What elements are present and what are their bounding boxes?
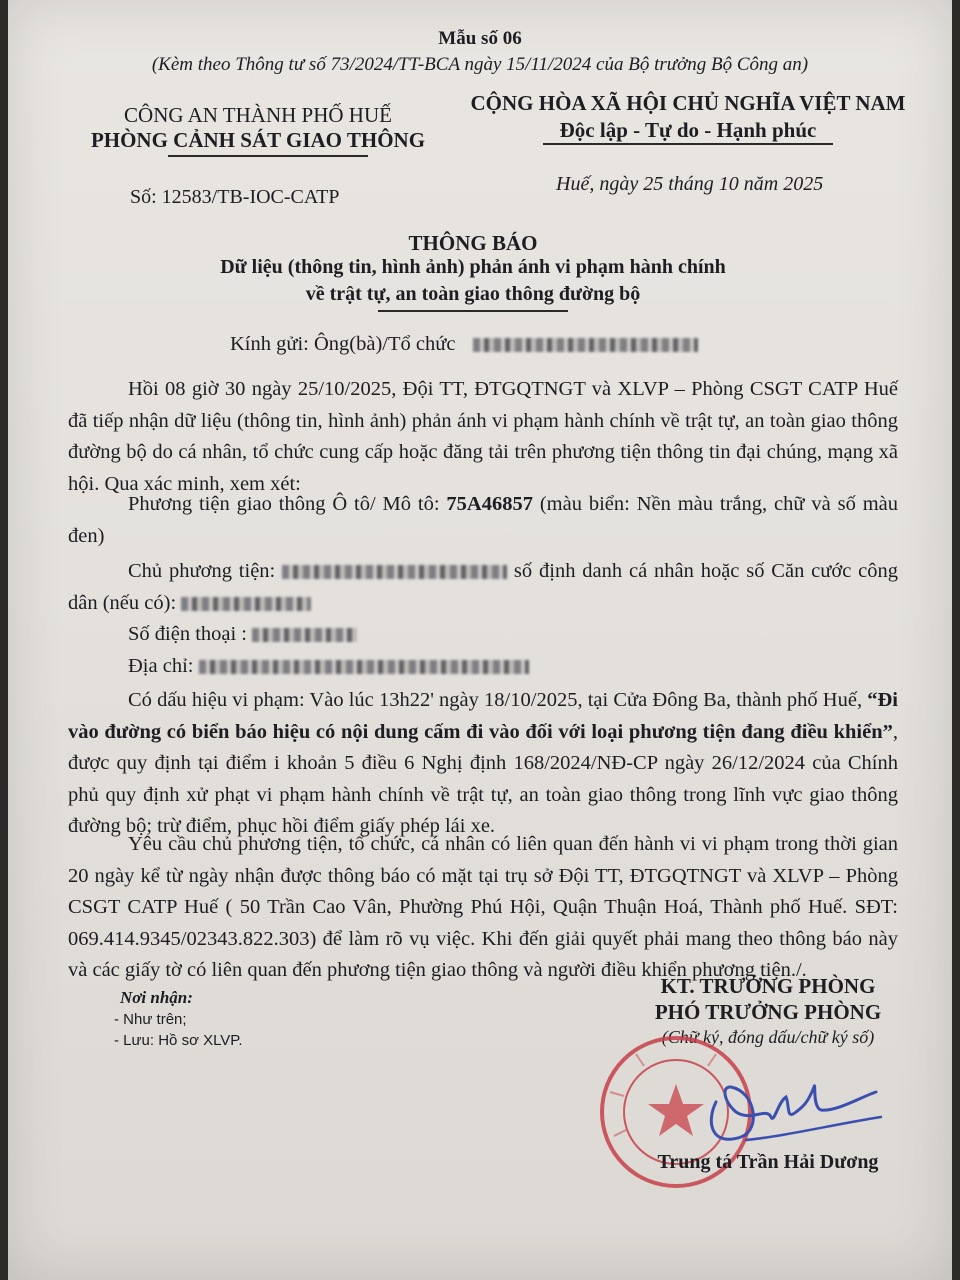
- recipient-item-2: - Lưu: Hồ sơ XLVP.: [114, 1032, 243, 1049]
- violation-description: “Đi vào đường có biển báo hiệu có nội dung cấm đi vào đối với loại phương tiện đang điều khiển”: [68, 689, 898, 743]
- address-label: Địa chỉ:: [128, 655, 199, 677]
- redacted-owner-name: [282, 565, 507, 579]
- phone-label: Số điện thoại :: [128, 623, 253, 645]
- sign-title-1: KT. TRƯỞNG PHÒNG: [660, 974, 876, 998]
- signer-name: Trung tá Trần Hải Dương: [657, 1151, 879, 1173]
- issuer-department: PHÒNG CẢNH SÁT GIAO THÔNG: [90, 128, 426, 152]
- notice-subtitle-line2: về trật tự, an toàn giao thông đường bộ: [305, 283, 641, 305]
- national-name: CỘNG HÒA XÃ HỘI CHỦ NGHĨA VIỆT NAM: [470, 91, 906, 115]
- intro-paragraph: Hồi 08 giờ 30 ngày 25/10/2025, Đội TT, ĐTGQTNGT và XLVP – Phòng CSGT CATP Huế đã tiếp nhận dữ liệu (thông tin, hình ảnh) phản ánh vi phạm hành chính về trật tự, an toàn giao thông đường bộ do cá nhân, tổ chức cung cấp hoặc đăng tải trên phương tiện thông tin đại chúng, mạng xã hội. Qua xác minh, xem xét:: [68, 378, 898, 495]
- issuer-parent: CÔNG AN THÀNH PHỐ HUẾ: [124, 103, 392, 127]
- vehicle-paragraph: [68, 489, 898, 552]
- violation-intro: Có dấu hiệu vi phạm: Vào lúc 13h22' ngày 18/10/2025, tại Cửa Đông Ba, thành phố Huế,: [128, 689, 868, 711]
- violation-paragraph: [68, 685, 898, 843]
- owner-paragraph: [68, 556, 898, 619]
- issuer-underline: [168, 155, 368, 157]
- recipients-title: Nơi nhận:: [120, 988, 193, 1007]
- phone-line: [128, 623, 357, 646]
- license-plate: 75A46857: [446, 493, 533, 515]
- request-paragraph: Yêu cầu chủ phương tiện, tổ chức, cá nhân có liên quan đến hành vi vi phạm trong thời gian 20 ngày kể từ ngày nhận được thông báo có mặt tại trụ sở Đội TT, ĐTGQTNGT và XLVP – Phòng CSGT CATP Huế ( 50 Trần Cao Vân, Phường Phú Hội, Quận Thuận Hoá, Thành phố Huế. SĐT: 069.414.9345/02343.822.303) để làm rõ vụ việc. Khi đến giải quyết phải mang theo thông báo này và các giấy tờ có liên quan đến phương tiện giao thông và người điều khiển phương tiện./.: [68, 833, 898, 981]
- form-number: Mẫu số 06: [438, 28, 522, 49]
- place-date: Huế, ngày 25 tháng 10 năm 2025: [556, 173, 824, 195]
- notice-title: THÔNG BÁO: [408, 231, 538, 255]
- document-number: Số: 12583/TB-IOC-CATP: [130, 186, 340, 208]
- sign-title-2: PHÓ TRƯỞNG PHÒNG: [654, 1000, 882, 1024]
- recipient-label: Kính gửi: Ông(bà)/Tổ chức: [230, 333, 456, 355]
- redacted-recipient: [473, 338, 698, 352]
- handwritten-signature: [686, 1062, 886, 1157]
- motto-underline: [543, 143, 833, 145]
- owner-label: Chủ phương tiện:: [128, 560, 283, 582]
- redacted-owner-id: [181, 597, 311, 611]
- recipient-item-1: - Như trên;: [114, 1011, 187, 1028]
- vehicle-label: Phương tiện giao thông Ô tô/ Mô tô:: [128, 493, 447, 515]
- redacted-address: [199, 660, 529, 674]
- plate-color-note: (màu biển: Nền màu trắng, chữ và số màu đen): [68, 493, 898, 547]
- title-underline: [378, 310, 568, 312]
- form-reference: (Kèm theo Thông tư số 73/2024/TT-BCA ngày 15/11/2024 của Bộ trưởng Bộ Công an): [151, 54, 809, 75]
- national-motto: Độc lập - Tự do - Hạnh phúc: [559, 118, 817, 142]
- redacted-phone: [252, 628, 357, 642]
- violation-legal-basis: , được quy định tại điểm i khoản 5 điều 6 Nghị định 168/2024/NĐ-CP ngày 26/12/2024 của Chính phủ quy định xử phạt vi phạm hành chính về trật tự, an toàn giao thông trong lĩnh vực giao thông đường bộ; trừ điểm, phục hồi điểm giấy phép lái xe.: [68, 720, 898, 837]
- sign-note: (Chữ ký, đóng dấu/chữ ký số): [661, 1027, 875, 1047]
- notice-subtitle-line1: Dữ liệu (thông tin, hình ảnh) phản ánh vi phạm hành chính: [220, 256, 726, 278]
- address-line: [128, 655, 529, 678]
- recipient-line: [230, 333, 698, 356]
- owner-id-label: số định danh cá nhân hoặc số Căn cước công dân (nếu có):: [68, 560, 899, 614]
- document-page: [8, 0, 952, 1280]
